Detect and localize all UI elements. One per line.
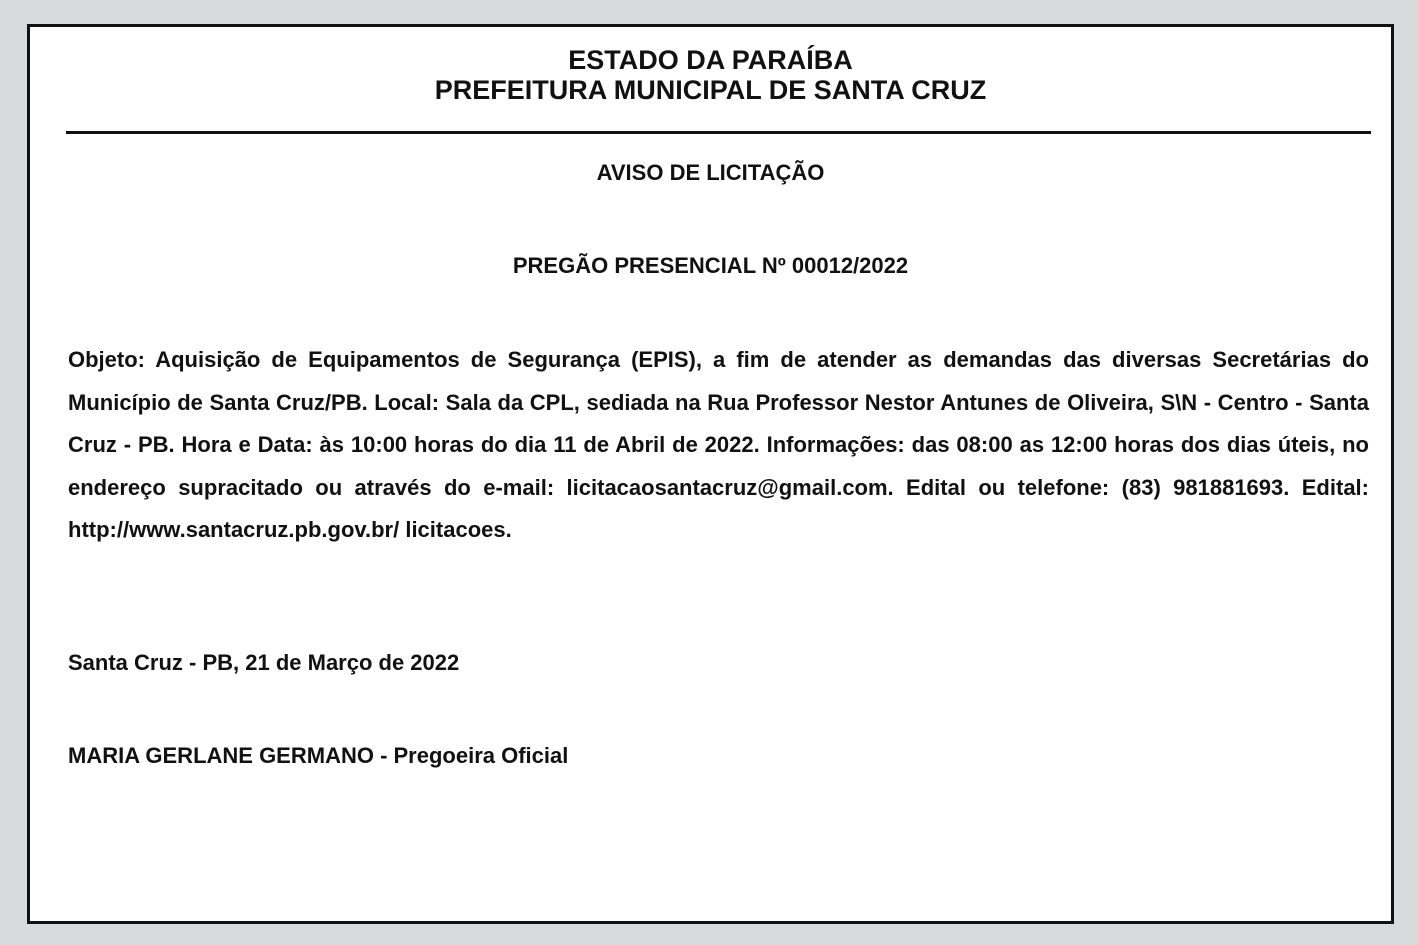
header-state: ESTADO DA PARAÍBA xyxy=(568,45,853,75)
process-number: PREGÃO PRESENCIAL Nº 00012/2022 xyxy=(512,253,909,278)
notice-body: Objeto: Aquisição de Equipamentos de Segurança (EPIS), a fim de atender as demandas das diversas Secretárias do Município de Santa Cruz/PB. Local: Sala da CPL, sediada na Rua Professor Nestor Antunes de Oliveira, S\N - Centro - Santa Cruz - PB. Hora e Data: às 10:00 horas do dia 11 de Abril de 2022. Informações: das 08:00 as 12:00 horas dos dias úteis, no endereço supracitado ou através do e-mail: licitacaosantacruz@gmail.com. Edital ou telefone: (83) 981881693. Edital: http://www.santacruz.pb.gov.br/ licitacoes. xyxy=(68,347,1369,543)
place-date: Santa Cruz - PB, 21 de Março de 2022 xyxy=(68,650,460,675)
notice-title: AVISO DE LICITAÇÃO xyxy=(596,160,825,185)
notice-box xyxy=(27,24,1394,924)
signature: MARIA GERLANE GERMANO - Pregoeira Oficial xyxy=(68,743,569,768)
header-municipality: PREFEITURA MUNICIPAL DE SANTA CRUZ xyxy=(434,75,987,105)
header xyxy=(30,45,1391,105)
header-divider xyxy=(66,131,1371,134)
